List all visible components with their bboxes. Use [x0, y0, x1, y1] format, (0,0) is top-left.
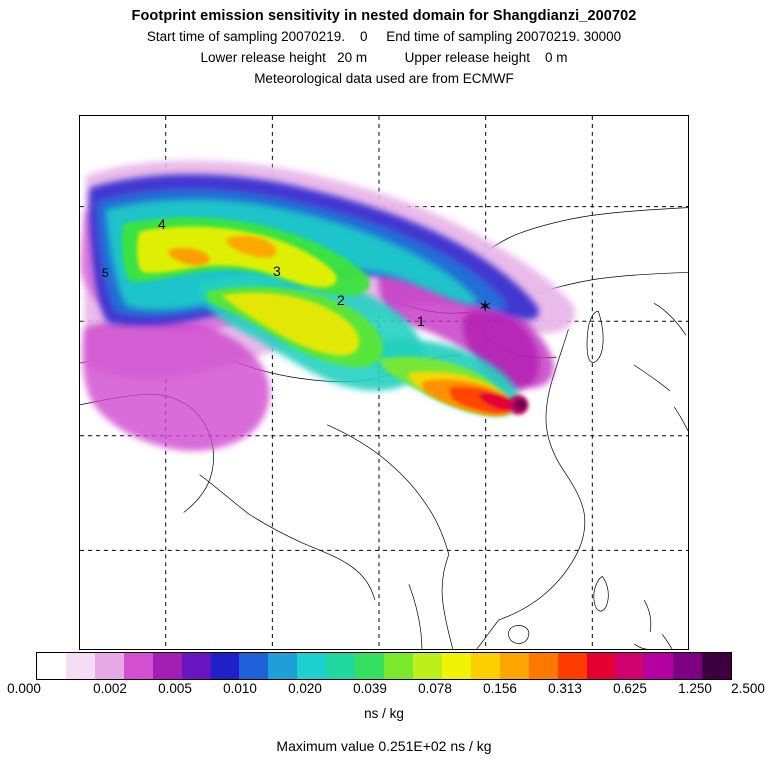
footprint-plume	[80, 116, 688, 649]
colorbar-swatch	[644, 653, 673, 679]
colorbar-tick: 0.078	[418, 681, 452, 696]
colorbar-tick: 2.500	[731, 681, 765, 696]
colorbar-swatch	[211, 653, 240, 679]
colorbar-tick: 1.250	[678, 681, 712, 696]
max-value-label: Maximum value 0.251E+02 ns / kg	[276, 738, 492, 754]
trajectory-label-4: 4	[158, 216, 166, 232]
colorbar-swatch	[95, 653, 124, 679]
sampling-times: Start time of sampling 20070219. 0 End time of sampling 20070219. 30000	[146, 29, 622, 44]
colorbar-tick: 0.625	[613, 681, 647, 696]
trajectory-label-5: 5	[102, 266, 109, 280]
colorbar-tick: 0.039	[353, 681, 387, 696]
colorbar-swatch	[355, 653, 384, 679]
colorbar-swatch	[66, 653, 95, 679]
colorbar-swatch	[153, 653, 182, 679]
trajectory-label-1: 1	[417, 313, 425, 329]
met-data-source: Meteorological data used are from ECMWF	[254, 71, 514, 86]
colorbar-swatch	[37, 653, 66, 679]
colorbar-ticks	[0, 681, 768, 697]
colorbar-unit-label: ns / kg	[364, 706, 404, 721]
colorbar-swatch	[326, 653, 355, 679]
header-block	[0, 0, 768, 89]
map-plot-area	[79, 115, 689, 650]
colorbar-tick: 0.156	[483, 681, 517, 696]
colorbar-tick: 0.313	[548, 681, 582, 696]
colorbar-swatch	[471, 653, 500, 679]
colorbar-swatch	[268, 653, 297, 679]
trajectory-label-2: 2	[337, 292, 345, 308]
page-title: Footprint emission sensitivity in nested domain for Shangdianzi_200702	[131, 8, 637, 24]
colorbar-swatch	[500, 653, 529, 679]
colorbar-tick: 0.010	[223, 681, 257, 696]
receptor-marker: ✶	[478, 297, 493, 316]
colorbar-swatch	[558, 653, 587, 679]
colorbar-swatch	[182, 653, 211, 679]
colorbar-tick: 0.002	[93, 681, 127, 696]
colorbar-swatch	[297, 653, 326, 679]
colorbar-tick: 0.020	[288, 681, 322, 696]
colorbar-swatch	[413, 653, 442, 679]
colorbar-swatch	[384, 653, 413, 679]
colorbar-swatch	[442, 653, 471, 679]
colorbar-swatch	[239, 653, 268, 679]
colorbar	[36, 652, 732, 680]
trajectory-label-3: 3	[273, 263, 281, 279]
colorbar-swatch	[529, 653, 558, 679]
colorbar-tick: 0.005	[158, 681, 192, 696]
release-heights: Lower release height 20 m Upper release height 0 m	[200, 50, 568, 65]
colorbar-swatch	[587, 653, 616, 679]
colorbar-swatch	[615, 653, 644, 679]
colorbar-tick: 0.000	[7, 681, 41, 696]
colorbar-swatch	[124, 653, 153, 679]
colorbar-swatch	[702, 653, 731, 679]
colorbar-swatch	[673, 653, 702, 679]
